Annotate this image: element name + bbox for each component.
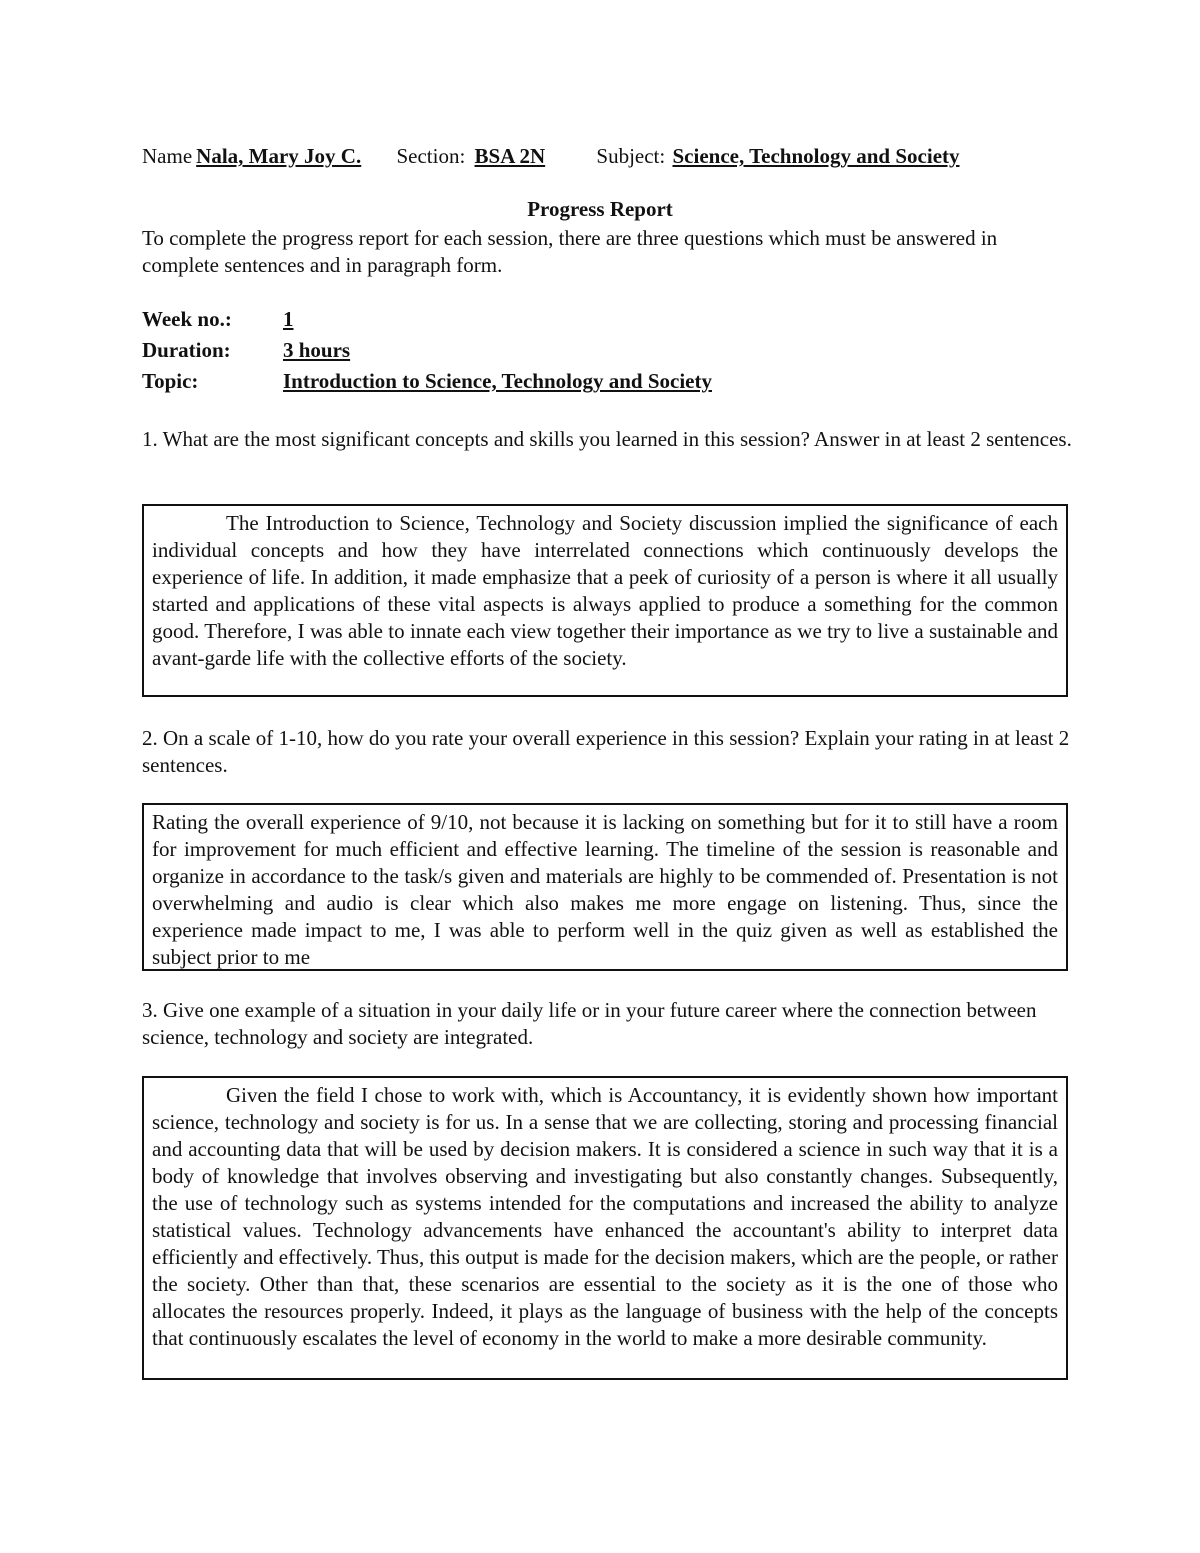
answer-box-2 [142, 803, 1068, 971]
topic-value: Introduction to Science, Technology and Society [283, 369, 712, 393]
answer-1-text: The Introduction to Science, Technology and Society discussion implied the significance of each individual concepts and how they have interrelated connections which continuously develops the experience of life. In addition, it made emphasize that a peek of curiosity of a person is where it all usually started and applications of these vital aspects is always applied to produce a something for the common good. Therefore, I was able to innate each view together their importance as we try to live a sustainable and avant-garde life with the collective efforts of the society. [152, 511, 1058, 670]
week-value: 1 [283, 307, 294, 331]
question-3: 3. Give one example of a situation in your daily life or in your future career where the connection between science, technology and society are integrated. [142, 998, 1037, 1049]
answer-box-3 [142, 1076, 1068, 1380]
answer-2-text: Rating the overall experience of 9/10, not because it is lacking on something but for it to still have a room for improvement for much efficient and effective learning. The timeline of the session is reasonable and organize in accordance to the task/s given and materials are highly to be commended of. Presentation is not overwhelming and audio is clear which also makes me more engage on listening. Thus, since the experience made impact to me, I was able to perform well in the quiz given as well as established the subject prior to me [152, 810, 1058, 969]
answer-box-1 [142, 504, 1068, 697]
answer-3-text: Given the field I chose to work with, which is Accountancy, it is evidently shown how important science, technology and society is for us. In a sense that we are collecting, storing and processing financial and accounting data that will be used by decision makers. It is considered a science in such way that it is a body of knowledge that involves observing and investigating but also constantly changes. Subsequently, the use of technology such as systems intended for the computations and increased the ability to analyze statistical values. Technology advancements have enhanced the accountant's ability to interpret data efficiently and effectively. Thus, this output is made for the decision makers, which are the people, or rather the society. Other than that, these scenarios are essential to the society as it is the one of those who allocates the resources properly. Indeed, it plays as the language of business with the help of the concepts that continuously escalates the level of economy in the world to make a more desirable community. [152, 1083, 1058, 1350]
duration-value: 3 hours [283, 338, 351, 362]
name-value: Nala, Mary Joy C. [196, 144, 362, 168]
topic-label: Topic: [142, 369, 199, 393]
duration-row [142, 337, 942, 364]
name-label: Name [142, 144, 193, 168]
question-1: 1. What are the most significant concepts and skills you learned in this session? Answer in at least 2 sentences. [142, 427, 1072, 451]
section-label: Section: [396, 144, 466, 168]
intro-text: To complete the progress report for each session, there are three questions which must be answered in complete sentences and in paragraph form. [142, 226, 998, 277]
duration-label: Duration: [142, 338, 231, 362]
section-value: BSA 2N [474, 144, 546, 168]
question-2: 2. On a scale of 1-10, how do you rate your overall experience in this session? Explain your rating in at least 2 sentences. [142, 726, 1070, 777]
page-title: Progress Report [527, 197, 673, 221]
header-line [142, 143, 1102, 170]
week-label: Week no.: [142, 307, 232, 331]
topic-row [142, 368, 942, 395]
subject-label: Subject: [596, 144, 666, 168]
subject-value: Science, Technology and Society [672, 144, 960, 168]
week-row [142, 306, 942, 333]
